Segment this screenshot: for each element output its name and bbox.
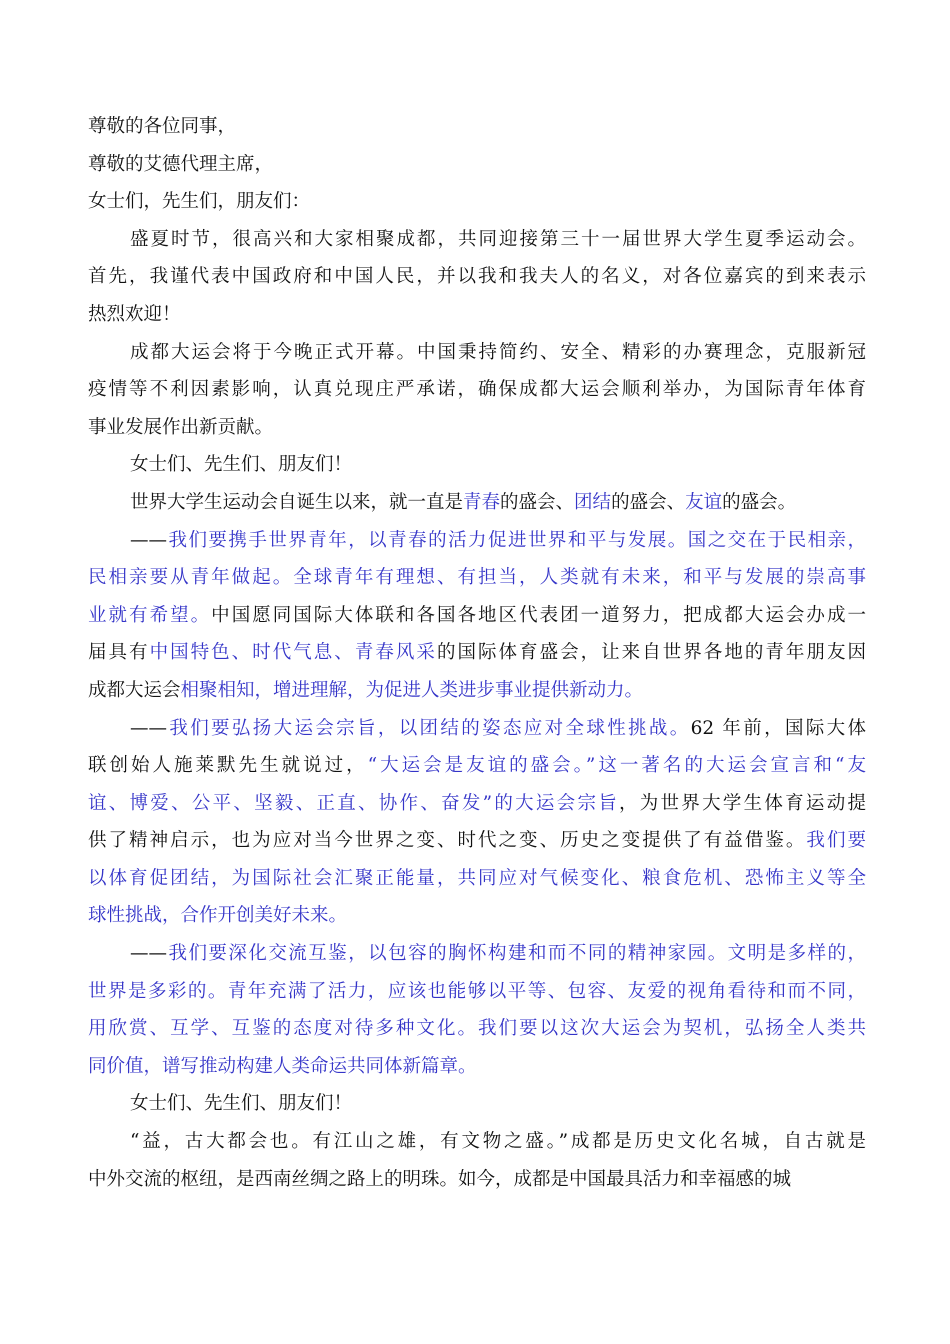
paragraph-line [88,935,866,973]
highlighted-text: 用欣赏、互学、互鉴的态度对待多种文化。我们要以这次大运会为契机，弘扬全人类共 [88,1018,866,1040]
highlighted-text: 团结 [574,491,612,513]
paragraph-line [88,672,866,710]
paragraph-line [88,634,866,672]
paragraph-line [88,973,866,1011]
highlighted-text: 以体育促团结，为国际社会汇聚正能量，共同应对气候变化、粮食危机、恐怖主义等全 [88,867,866,889]
body-text: ，为世界大学生体育运动提 [619,792,866,814]
body-text: 联创始人施莱默先生就说过， [88,755,368,777]
body-text: 盛夏时节，很高兴和大家相聚成都，共同迎接第三十一届世界大学生夏季运动会。 [130,228,866,250]
paragraph-line [88,221,866,259]
paragraph-line [88,108,866,146]
body-text: 首先，我谨代表中国政府和中国人民，并以我和我夫人的名义，对各位嘉宾的到来表示 [88,266,866,288]
body-text: 成都大运会将于今晚正式开幕。中国秉持简约、安全、精彩的办赛理念，克服新冠 [130,341,866,363]
body-text: 的盛会、 [611,491,686,513]
paragraph-line [88,710,866,748]
highlighted-text: 谊、博爱、公平、坚毅、正直、协作、奋发”的大运会宗旨 [88,792,619,814]
paragraph-line [88,822,866,860]
paragraph-line [88,409,866,447]
body-text: 女士们，先生们，朋友们： [88,191,311,213]
highlighted-text: 中国特色、时代气息、青春风采 [149,642,437,664]
body-text: 热烈欢迎！ [88,303,181,325]
body-text: 事业发展作出新贡献。 [88,416,274,438]
body-text: 62 年前，国际大体 [690,717,866,739]
paragraph-line [88,1085,866,1123]
paragraph-line [88,371,866,409]
body-text: 的盛会。 [722,491,797,513]
paragraph-line [88,559,866,597]
document-body [88,108,866,1198]
highlighted-text: “大运会是友谊的盛会。”这一著名的大运会宣言和“友 [367,755,866,777]
body-text: —— [130,529,167,551]
paragraph-line [88,1010,866,1048]
paragraph-line [88,785,866,823]
highlighted-text: 友谊 [685,491,723,513]
highlighted-text: 业就有希望。 [88,604,212,626]
highlighted-text: 世界是多彩的。青年充满了活力，应该也能够以平等、包容、友爱的视角看待和而不同， [88,980,866,1002]
paragraph-line [88,334,866,372]
body-text: 的国际体育盛会，让来自世界各地的青年朋友因 [436,642,866,664]
paragraph-line [88,1123,866,1161]
body-text: 成都大运会 [88,679,181,701]
highlighted-text: 我们要 [806,830,866,852]
body-text: —— [130,943,167,965]
paragraph-line [88,747,866,785]
paragraph-line [88,597,866,635]
body-text: 女士们、先生们、朋友们！ [130,454,353,476]
paragraph-line [88,860,866,898]
paragraph-line [88,146,866,184]
body-text: 疫情等不利因素影响，认真兑现庄严承诺，确保成都大运会顺利举办，为国际青年体育 [88,379,866,401]
body-text: 女士们、先生们、朋友们！ [130,1093,353,1115]
highlighted-text: 民相亲要从青年做起。全球青年有理想、有担当，人类就有未来，和平与发展的崇高事 [88,567,866,589]
body-text: 供了精神启示，也为应对当今世界之变、时代之变、历史之变提供了有益借鉴。 [88,830,807,852]
body-text: 尊敬的艾德代理主席， [88,153,274,175]
paragraph-line [88,1161,866,1199]
highlighted-text: 我们要弘扬大运会宗旨，以团结的姿态应对全球性挑战。 [167,717,691,739]
body-text: 中国愿同国际大体联和各国各地区代表团一道努力，把成都大运会办成一 [211,604,866,626]
body-text: 中外交流的枢纽，是西南丝绸之路上的明珠。如今，成都是中国最具活力和幸福感的城 [88,1168,792,1190]
body-text: 世界大学生运动会自诞生以来，就一直是 [130,491,464,513]
highlighted-text: 相聚相知，增进理解，为促进人类进步事业提供新动力。 [180,679,644,701]
highlighted-text: 同价值，谱写推动构建人类命运共同体新篇章。 [88,1055,477,1077]
highlighted-text: 我们要深化交流互鉴，以包容的胸怀构建和而不同的精神家园。文明是多样的， [167,943,866,965]
paragraph-line [88,1048,866,1086]
highlighted-text: 青春 [463,491,501,513]
paragraph-line [88,296,866,334]
body-text: 届具有 [88,642,150,664]
paragraph-line [88,258,866,296]
paragraph-line [88,183,866,221]
body-text: —— [130,717,167,739]
paragraph-line [88,446,866,484]
body-text: “益，古大都会也。有江山之雄，有文物之盛。”成都是历史文化名城，自古就是 [130,1131,866,1153]
paragraph-line [88,522,866,560]
highlighted-text: 我们要携手世界青年，以青春的活力促进世界和平与发展。国之交在于民相亲， [167,529,866,551]
body-text: 的盛会、 [500,491,575,513]
paragraph-line [88,484,866,522]
body-text: 尊敬的各位同事， [88,116,237,137]
paragraph-line [88,897,866,935]
highlighted-text: 球性挑战，合作开创美好未来。 [88,905,348,927]
